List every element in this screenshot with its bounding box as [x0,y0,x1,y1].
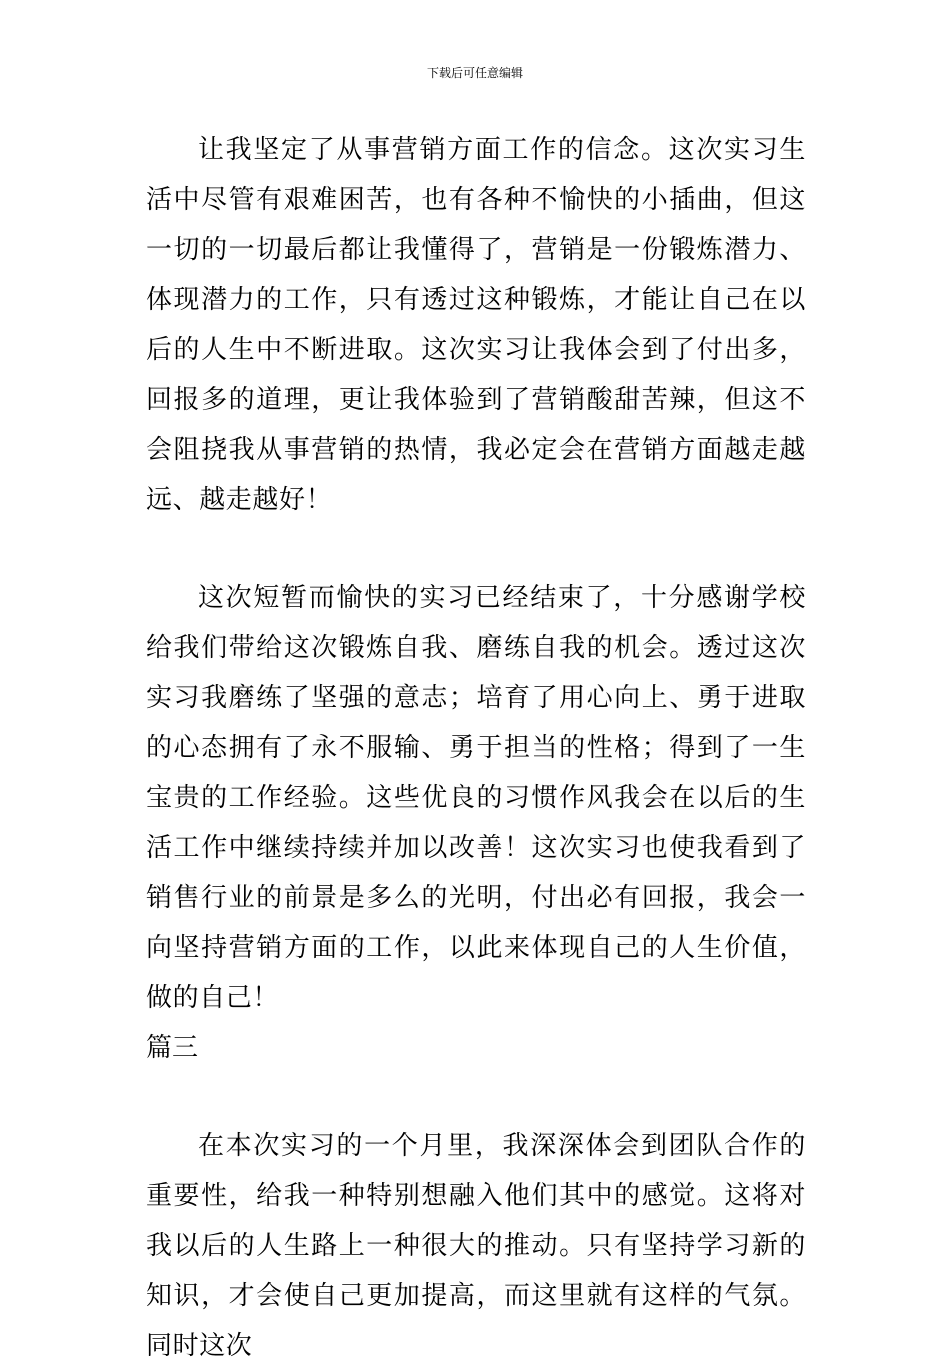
paragraph-2: 这次短暂而愉快的实习已经结束了，十分感谢学校给我们带给这次锻炼自我、磨练自我的机会。透过这次实习我磨练了坚强的意志；培育了用心向上、勇于进取的心态拥有了永不服输、勇于担当的性格；得到了一生宝贵的工作经验。这些优良的习惯作风我会在以后的生活工作中继续持续并加以改善！这次实习也使我看到了销售行业的前景是多么的光明，付出必有回报，我会一向坚持营销方面的工作，以此来体现自己的人生价值，做的自己！ [146,583,806,1013]
paragraph-gap [146,1073,806,1121]
page-header-note: 下载后可任意编辑 [426,66,523,80]
paragraph-1: 让我坚定了从事营销方面工作的信念。这次实习生活中尽管有艰难困苦，也有各种不愉快的小插曲，但这一切的一切最后都让我懂得了，营销是一份锻炼潜力、体现潜力的工作，只有透过这种锻炼，才能让自己在以后的人生中不断进取。这次实习让我体会到了付出多，回报多的道理，更让我体验到了营销酸甜苦辣，但这不会阻挠我从事营销的热情，我必定会在营销方面越走越远、越走越好！ [146,135,806,515]
paragraph-3: 在本次实习的一个月里，我深深体会到团队合作的重要性，给我一种特别想融入他们其中的感觉。这将对我以后的人生路上一种很大的推动。只有坚持学习新的知识，才会使自己更加提高，而这里就有这样的气氛。同时这次 [146,1131,806,1361]
document-body [146,125,806,1371]
paragraph-gap [146,525,806,573]
section-title: 篇三 [146,1033,199,1063]
